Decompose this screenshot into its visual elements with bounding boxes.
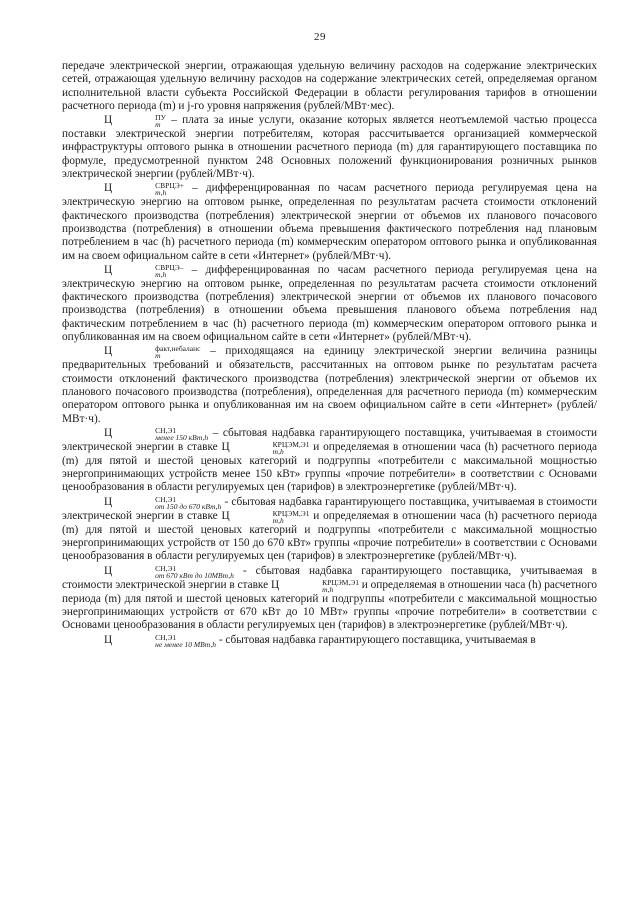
document-body: [62, 60, 597, 649]
paragraph-text: – дифференцированная по часам расчетного периода регулируемая цена на электрическую энергию на оптовом рынке, определенная по результатам расчета стоимости отклонений фактического производства (потребления) электрической энергии от объемов их планового почасового производства (потребления) в отношении объема превышения планового объема потребления над фактическим потреблением в час (h) расчетного периода (m) коммерческим оператором оптового рынка и опубликованная им на своем официальном сайте в сети «Интернет» (рублей/МВт·ч).: [62, 263, 597, 344]
paragraph-text: - сбытовая надбавка гарантирующего поставщика, учитываемая в стоимости электрической энергии в ставке: [62, 495, 597, 522]
paragraph-svrce-minus: [62, 264, 597, 344]
paragraph-imbalance: [62, 345, 597, 425]
paragraph-svrce-plus: [62, 182, 597, 262]
paragraph-text: – сбытовая надбавка гарантирующего поставщика, учитываемая в стоимости электрической энергии в ставке: [62, 426, 597, 453]
paragraph-text: - сбытовая надбавка гарантирующего поставщика, учитываемая в стоимости электрической энергии в ставке: [62, 564, 597, 591]
paragraph-markup-under-150: [62, 427, 597, 495]
page-number: 29: [314, 31, 326, 43]
formula-symbol: Ц СН,Э1 менее 150 кВт,h: [104, 425, 209, 442]
formula-symbol: Ц СН,Э1 от 150 до 670 кВт,h: [104, 494, 222, 511]
paragraph-text: – дифференцированная по часам расчетного периода регулируемая цена на электрическую энергию на оптовом рынке, определенная по результатам расчета стоимости отклонений фактического производства (потребления) электрической энергии от объемов их планового почасового производства (потребления) в отношении объема превышения фактического потребления над плановым потреблением в час (h) расчетного периода (m) коммерческим оператором оптового рынка и опубликованная им на своем официальном сайте в сети «Интернет» (рублей/МВт·ч).: [62, 182, 597, 262]
paragraph-text: и определяемая в отношении часа (h) расчетного периода (m) для пятой и шестой ценовых категорий и подгруппы «потребители с максимальной мощностью энергопринимающих устройств от 670 кВт до 10 МВт» группы «прочие потребители» в соответствии с Основами ценообразования в области регулируемых цен (тарифов) в электроэнергетике (рублей/МВт·ч).: [62, 578, 597, 632]
formula-symbol-ref: Ц КРЦЭМ,Э1 m,h: [221, 508, 310, 525]
paragraph-pu-fee: [62, 114, 597, 181]
formula-symbol-ref: Ц КРЦЭМ,Э1 m,h: [221, 439, 310, 456]
formula-symbol: Ц ПУ m: [104, 113, 166, 130]
paragraph-markup-150-670: [62, 496, 597, 564]
paragraph-continuation: [62, 60, 597, 113]
formula-symbol: Ц факт,небаланс m: [104, 344, 201, 361]
formula-symbol: Ц СВРЦЭ– m,h: [104, 262, 184, 279]
paragraph-markup-10mw-plus: [62, 634, 597, 648]
paragraph-text: – плата за иные услуги, оказание которых является неотъемлемой частью процесса поставки электрической энергии потребителям, которая рассчитывается организацией коммерческой инфраструктуры оптового рынка в отношении расчетного периода (m) для гарантирующего поставщика по формуле, предусмотренной пунктом 248 Основных положений функционирования розничных рынков электрической энергии (рублей/МВт·ч).: [62, 114, 597, 181]
formula-symbol-ref: Ц КРЦЭМ,Э1 m,h: [270, 577, 359, 594]
formula-symbol: Ц СН,Э1 от 670 кВт до 10МВт,h: [104, 563, 234, 580]
paragraph-text: и определяемая в отношении часа (h) расчетного периода (m) для пятой и шестой ценовых категорий и подгруппы «потребители с максимальной мощностью энергопринимающих устройств от 150 до 670 кВт» группы «прочие потребители» в соответствии с Основами ценообразования в области регулируемых цен (тарифов) в электроэнергетике (рублей/МВт·ч).: [62, 509, 598, 563]
paragraph-text: – приходящаяся на единицу электрической энергии величина разницы предварительных требований и обязательств, рассчитанных на оптовом рынке по результатам расчета стоимости отклонений фактического производства (потребления) электрической энергии от объемов их планового почасового производства (потребления), определенная для расчетного периода (m) коммерческим оператором оптового рынка и опубликованная им на своем официальном сайте в сети «Интернет» (рублей/МВт·ч).: [62, 345, 597, 425]
formula-symbol: Ц СН,Э1 не менее 10 МВт,h: [104, 632, 216, 649]
paragraph-text: и определяемая в отношении часа (h) расчетного периода (m) для пятой и шестой ценовых категорий и подгруппы «потребители с максимальной мощностью энергопринимающих устройств менее 150 кВт» группы «прочие потребители» в соответствии с Основами ценообразования в области регулируемых цен (тарифов) в электроэнергетике (рублей/МВт·ч).: [62, 440, 598, 494]
paragraph-markup-670-10mw: [62, 565, 597, 633]
paragraph-text: передаче электрической энергии, отражающая удельную величину расходов на содержание электрических сетей, отражающая удельную величину расходов на содержание электрических сетей, определяемая органом исполнительной власти субъекта Российской Федерации в области регулирования тарифов в отношении расчетного периода (m) и j-го уровня напряжения (рублей/МВт·мес).: [62, 60, 597, 112]
paragraph-text: - сбытовая надбавка гарантирующего поставщика, учитываемая в: [216, 633, 536, 646]
formula-symbol: Ц СВРЦЭ+ m,h: [104, 181, 184, 198]
